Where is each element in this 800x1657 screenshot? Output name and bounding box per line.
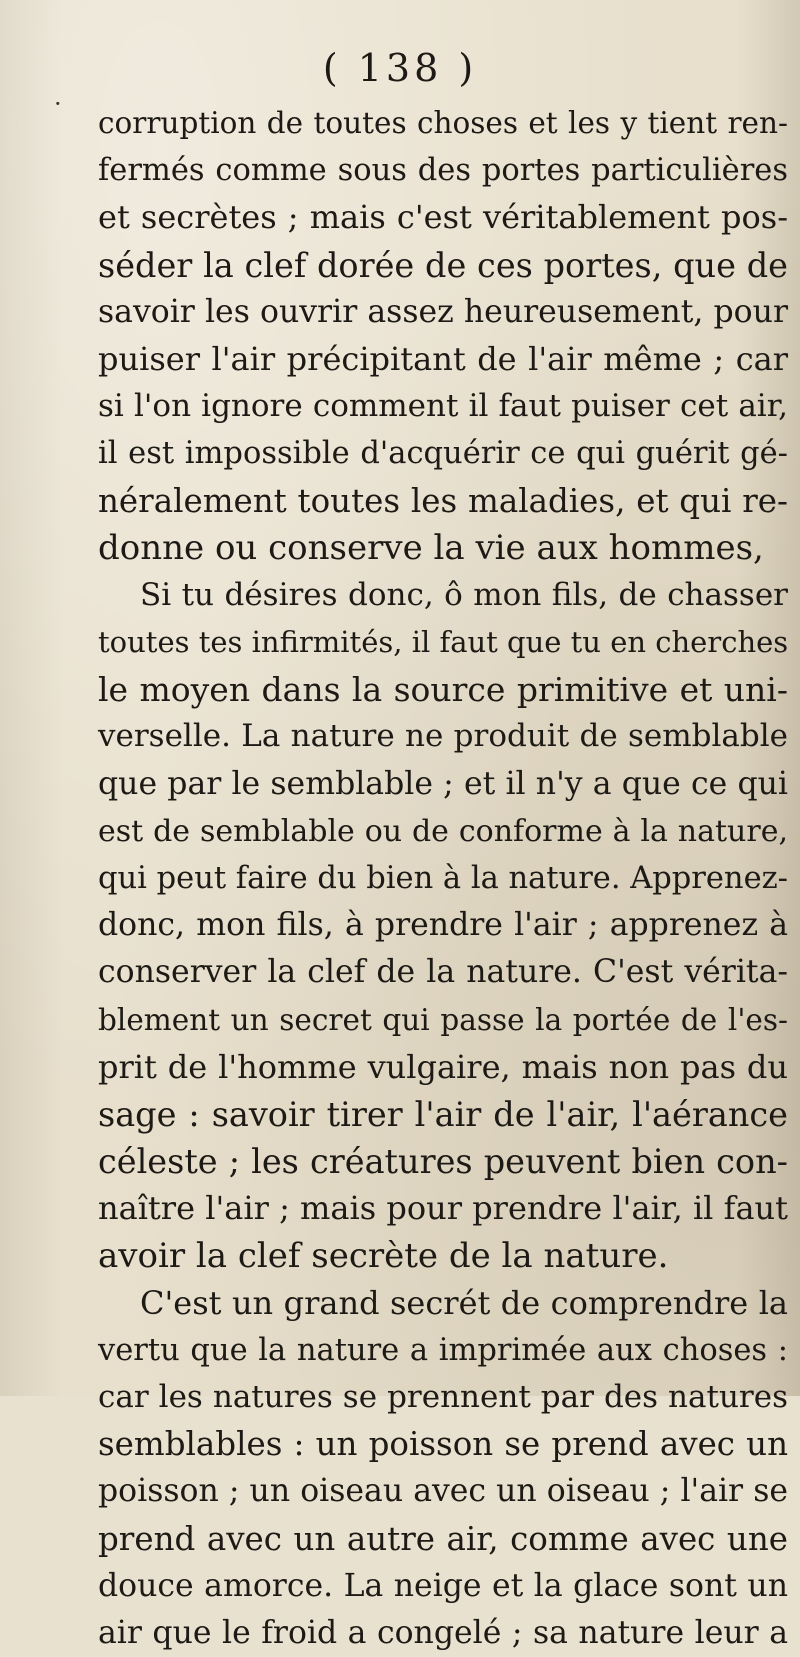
text-line: puiser l'air précipitant de l'air même ; car: [98, 339, 788, 378]
text-line: verselle. La nature ne produit de semblable: [98, 718, 788, 755]
text-line: et secrètes ; mais c'est véritablement pos-: [98, 198, 788, 237]
text-line: céleste ; les créatures peuvent bien con-: [98, 1142, 788, 1182]
text-line: semblables : un poisson se prend avec un: [98, 1425, 788, 1464]
text-line: prend avec un autre air, comme avec une: [98, 1519, 788, 1558]
text-line: séder la clef dorée de ces portes, que de: [98, 245, 788, 285]
text-line: poisson ; un oiseau avec un oiseau ; l'air se: [98, 1473, 788, 1510]
text-line: naître l'air ; mais pour prendre l'air, il faut: [98, 1189, 788, 1228]
text-line: corruption de toutes choses et les y tient ren-: [98, 106, 788, 140]
text-line: Si tu désires donc, ô mon fils, de chasser: [140, 576, 788, 613]
text-line: donc, mon fils, à prendre l'air ; apprenez à: [98, 907, 788, 944]
text-line: air que le froid a congelé ; sa nature leur a: [98, 1615, 788, 1651]
text-line: si l'on ignore comment il faut puiser cet air,: [98, 388, 788, 425]
text-line: vertu que la nature a imprimée aux choses :: [98, 1332, 788, 1368]
text-line: prit de l'homme vulgaire, mais non pas du: [98, 1047, 788, 1086]
text-line: douce amorce. La neige et la glace sont un: [98, 1567, 788, 1604]
text-line: néralement toutes les maladies, et qui re-: [98, 481, 788, 520]
text-line: avoir la clef secrète de la nature.: [98, 1235, 669, 1276]
text-line: donne ou conserve la vie aux hommes,: [98, 527, 764, 568]
text-line: que par le semblable ; et il n'y a que ce qui: [98, 765, 788, 802]
body-text: [98, 100, 788, 1657]
text-line: le moyen dans la source primitive et uni-: [98, 670, 788, 710]
text-line: car les natures se prennent par des natures: [98, 1379, 788, 1416]
text-line: est de semblable ou de conforme à la nature,: [98, 813, 788, 849]
text-line: blement un secret qui passe la portée de l'es-: [98, 1002, 788, 1037]
text-line: fermés comme sous des portes particulières: [98, 153, 788, 189]
text-line: il est impossible d'acquérir ce qui guérit gé-: [98, 436, 788, 472]
text-line: qui peut faire du bien à la nature. Apprenez-: [98, 861, 788, 896]
text-line: sage : savoir tirer l'air de l'air, l'aérance: [98, 1094, 788, 1134]
text-line: conserver la clef de la nature. C'est vérita-: [98, 954, 788, 991]
page-number: ( 138 ): [322, 46, 478, 90]
margin-dot: ·: [54, 90, 62, 118]
text-line: toutes tes infirmités, il faut que tu en cherches: [98, 625, 789, 660]
text-line: savoir les ouvrir assez heureusement, pour: [98, 293, 788, 330]
text-line: C'est un grand secrét de comprendre la: [140, 1283, 788, 1322]
